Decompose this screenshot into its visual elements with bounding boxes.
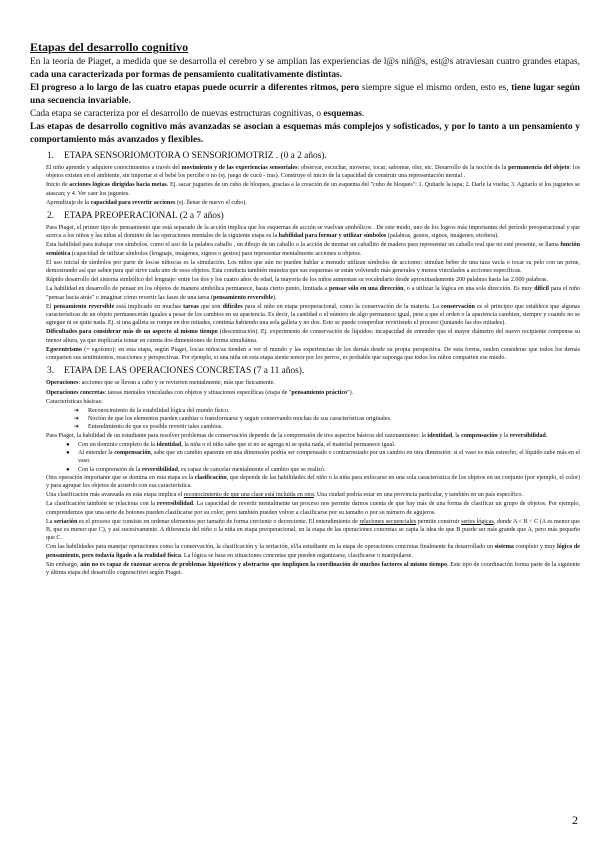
paragraph: Características básicas:	[46, 398, 103, 405]
text: .	[545, 432, 548, 439]
text: . Una ciudad podría estar en una provincia particular, y también en un país específico.	[313, 492, 523, 499]
section-title: ETAPA DE LAS OPERACIONES CONCRETAS (7 a 11 años).	[64, 366, 305, 377]
bold-text: seriación	[53, 518, 78, 525]
list-item	[78, 466, 580, 474]
text: . La lógica se basa en situaciones concretas que pueden organizarse, clasificarse o manipularse.	[180, 552, 413, 559]
bold-text: identidad	[156, 441, 182, 448]
text: (descentración). Ej. experimento de conservación de líquidos: incapacidad de entender que el mayor diámetro del nuevo recipiente compensa su menor altura, ya que implicaría tomar en cuenta dos dimensiones de forma simultánea.	[46, 329, 580, 344]
intro-paragraph-1	[30, 56, 580, 82]
text: permite construir	[416, 518, 462, 525]
paragraph	[46, 303, 580, 328]
bold-text: identidad	[427, 432, 453, 439]
intro-text: .	[361, 109, 365, 119]
section-heading-2	[30, 210, 580, 222]
section-title: ETAPA PREOPERACIONAL (2 a 7 años)	[64, 211, 224, 222]
bold-text: Egocentrismo	[46, 346, 82, 353]
text: Al entender la	[78, 449, 115, 456]
text: El niño aprende y adquiere conocimientos a través del	[46, 165, 182, 171]
text: La clasificación también se relaciona con la	[46, 501, 157, 508]
text: para el niño en etapa preoperacional, como la conservación de la materia. La	[242, 303, 442, 310]
paragraph	[46, 328, 580, 345]
list-item: ➔ Noción de que los elementos pueden cambiar o transformarse y seguir conservando muchas de sus características originales.	[88, 415, 580, 423]
section-body-1	[30, 164, 580, 207]
page-number: 2	[572, 813, 578, 827]
intro-bold: Las etapas de desarrollo cognitivo más avanzadas se asocian a esquemas más complejos y sofisticados, y por lo tanto a un pensamiento y comportamiento más avanzados y flexibles.	[30, 122, 580, 145]
bold-text: movimiento y de las experiencias sensoriales	[181, 165, 298, 171]
bold-text: Dificultades para considerar más de un aspecto al mismo tiempo	[46, 329, 218, 336]
intro-bold: cada una caracterizada por formas de pensamiento cualitativamente distintas.	[30, 70, 343, 80]
intro-bold: tiene lugar según una secuencia invariable.	[30, 83, 581, 106]
paragraph	[46, 432, 580, 440]
paragraph	[46, 241, 580, 258]
text: Con la comprensión de la	[78, 466, 142, 473]
text: Con un dominio completo de la	[78, 441, 157, 448]
text: : los objetos existen en el ambiente, sin importar si el bebé los percibe o no (ej. juego de cucú - tras). Construye el inicio de la capacidad de construir una representación mental .	[46, 165, 581, 180]
paragraph	[46, 346, 580, 363]
text: completo y muy	[513, 544, 558, 551]
paragraph	[46, 285, 580, 302]
arrow-list	[46, 407, 580, 432]
text: , o a utilizar la lógica en una sola dirección. Es muy	[403, 286, 535, 293]
bold-text: habilidad para formar y utilizar símbolos	[278, 233, 387, 240]
bold-text: aún no es capaz de razonar acerca de problemas hipotéticos y abstractos que impliquen la coordinación de muchos factores al mismo tiempo	[80, 561, 448, 568]
text: que son	[198, 303, 223, 310]
bold-text: sistema	[494, 544, 514, 551]
paragraph	[46, 543, 580, 560]
section-number: 3.	[46, 366, 54, 377]
text: : acciones que se llevan a cabo y se revierten mentalmente, más que físicamente.	[78, 380, 275, 387]
text: , la	[452, 432, 462, 439]
intro-text: En la teoría de Piaget, a medida que se desarrolla el cerebro y se amplían las experiencias de l@s niñ@s, est@s atraviesan cuatro grandes etapas,	[30, 57, 580, 67]
text: La habilidad en desarrollo de pensar en los objetos de manera simbólica permanece, hasta cierto punto, limitada a	[46, 286, 329, 293]
bold-text: lógico de pensamiento, pero todavía ligado a la realidad física	[46, 544, 580, 559]
list-item: ➔ Entendimiento de que es posible revertir tales cambios.	[88, 423, 580, 431]
intro-paragraph-2	[30, 82, 580, 108]
paragraph	[46, 561, 580, 578]
bold-text: clasificación	[194, 474, 227, 481]
paragraph	[46, 379, 580, 387]
section-number: 2.	[46, 211, 54, 222]
bold-text: conservación	[441, 303, 475, 310]
page-title: Etapas del desarrollo cognitivo	[30, 40, 189, 54]
paragraph	[46, 181, 580, 198]
text: Para Piaget, el primer tipo de pensamiento que está separado de la acción implica que los esquemas de acción se vuelvan simbólicos . De este modo, uno de los logros más importantes del período preoperacional y que acerca a los niños y las niñas al dominio de las operaciones mentales de la siguiente etapa es la	[46, 225, 580, 240]
bold-text: permanencia del objeto	[508, 165, 570, 171]
paragraph	[46, 500, 580, 517]
text: Otra operación importante que se domina en esta etapa es la	[46, 474, 195, 481]
text: (ej. llenar de nuevo el cubo).	[175, 199, 247, 206]
bold-text: pensamiento reversible	[53, 303, 115, 310]
document-page	[30, 40, 580, 578]
text: Para Piaget, la habilidad de un estudiante para resolver problemas de conservación depende de la comprensión de tres aspectos básicos del razonamiento: la	[46, 432, 428, 439]
paragraph: El uso inicial de símbolos por parte de los/as niños/as es la simulación. Los niños que aún no pueden hablar a menudo utilizan símbolos de acciones: simulan beber de una taza vacía o tocar su pelo con un peine, demostrando así que saben para qué sirve cada uno de esos objetos. Esta conducta también muestra que sus esquemas se están volviendo más generales y menos vinculados a acciones específicas.	[46, 259, 580, 275]
underlined-text: reconocimiento de que una clase está incluida en otra	[183, 492, 314, 499]
intro-bold: esquemas	[323, 109, 362, 119]
bold-text: reversibilidad	[141, 466, 178, 473]
section-body-2	[30, 224, 580, 362]
text: Aprendizaje de la	[46, 199, 91, 206]
section-number: 1.	[46, 151, 54, 161]
paragraph	[46, 199, 580, 207]
paragraph: Rápido desarrollo del sistema simbólico del lenguaje: entre los dos y los cuatro años de edad, la mayoría de los niños aumentan su vocabulario desde aproximadamente 200 palabras hasta las 2.000 palabras.	[46, 277, 548, 284]
paragraph	[46, 518, 580, 543]
bold-text: Operaciones	[46, 380, 79, 387]
list-item: ➔ Reconocimiento de la estabilidad lógica del mundo físico.	[88, 407, 580, 415]
bullet-list	[46, 441, 580, 474]
text: Esta habilidad para trabajar con símbolos, como el uso de la palabra caballo , un dibujo de un caballo o la acción de montar un caballito de madera para representar un caballo real que no esté presente, se llama	[46, 242, 561, 249]
text: , que depende de las habilidades del niño o la niña para enfocarse en una sola característica de los objetos en un conjunto (por ejemplo, el color) y para agrupar los objetos de acuerdo con esa característica.	[46, 474, 580, 490]
list-item	[78, 449, 580, 466]
section-body-3	[30, 379, 580, 577]
list-item	[78, 441, 580, 449]
bold-text: tareas	[183, 303, 199, 310]
bold-text: compensación	[114, 449, 151, 456]
bold-text: reversibilidad	[509, 432, 546, 439]
text: es el proceso que consiste en ordenar elementos por tamaño de forma creciente o decreciente. El entendimiento de	[77, 518, 360, 525]
text: : tareas mentales vinculadas con objetos y situaciones específicas (etapa de "	[104, 389, 292, 396]
text: Con las habilidades para manejar operaciones como la conservación, la clasificación y la seriación, el/la estudiante en la etapa de operaciones concretas finalmente ha desarrollado un	[46, 544, 495, 551]
text: para el niño "pensar hacia atrás" o imaginar cómo revertir las fases de una tarea (	[46, 286, 580, 301]
text: ).	[273, 294, 277, 301]
paragraph	[46, 224, 580, 241]
text: , es capaz de cancelar mentalmente el cambio que se realizó.	[177, 466, 326, 473]
bold-text: función semiótica	[46, 242, 580, 257]
text: , sabe que un cambio aparente en una dimensión podría ser compensado o contrarrestado por un cambio en otra dimensión: si el vaso es más estrecho, el líquido sube más en el vaso.	[78, 449, 580, 465]
section-heading-3	[30, 365, 580, 377]
text: El	[46, 303, 54, 310]
bold-text: difícil	[534, 286, 549, 293]
bold-text: compensación	[461, 432, 498, 439]
section-title: ETAPA SENSORIOMOTORA O SENSORIOMOTRIZ . (0 a 2 años).	[64, 151, 327, 161]
text: . Este tipo de coordinación forma parte de la siguiente y última etapa del desarrollo cognoscitivo según Piaget.	[46, 561, 580, 577]
text: : observar, escuchar, moverse, tocar, saborear, oler, etc. Desarrollo de la noción de la	[297, 165, 509, 171]
text: (capacidad de utilizar símbolos (lenguaje, imágenes, signos o gestos) para representar mentalmente acciones u objetos.	[70, 250, 362, 257]
section-heading-1	[30, 150, 580, 162]
text: . La capacidad de revertir mentalmente un proceso nos permite darnos cuenta de que hay más de una forma de clasificar un grupo de objetos. Por ejemplo, comprendemos que una serie de botones pueden clasificarse por su color, pero también pueden volver a clasificarse por su tamaño o por su número de agujeros.	[46, 501, 580, 516]
bold-text: reversibilidad	[156, 501, 194, 508]
intro-text: siempre sigue el mismo orden, esto es,	[359, 83, 512, 93]
intro-bold: El progreso a lo largo de las cuatro etapas puede ocurrir a diferentes ritmos, pero	[30, 83, 360, 93]
paragraph	[46, 491, 580, 499]
text: Sin embargo,	[46, 561, 81, 568]
text: (= egoísmo): en esta etapa, según Piaget, los/as niños/as tienden a ver el mundo y las experiencias de los demás desde su propia perspectiva. De esta forma, suelen considerar que todos los demás comparten sus sentimientos, reacciones y perspectivas. Por ejemplo, si una niña en esta etapa siente temor por los perros, es probable que suponga que todos los niños comparten ese miedo.	[46, 346, 580, 362]
text: , donde A < B < C (A es menor que B, que es menor que C), y así sucesivamente. A diferencia del niño o la niña en etapa preoperacional, en la etapa de las operaciones concretas se capta la idea de que B puede ser más grande que A, pero más pequeño que C.	[46, 518, 580, 542]
intro-paragraph-4	[30, 121, 580, 147]
intro-text: Cada etapa se caracteriza por el desarrollo de nuevas estructuras cognitivas, o	[30, 109, 324, 119]
text: Una clasificación más avanzada en esta etapa implica el	[46, 492, 184, 499]
paragraph	[46, 474, 580, 491]
paragraph	[46, 389, 580, 397]
text: (palabras, gestos, signos, imágenes, etcétera).	[386, 233, 499, 240]
bold-text: difíciles	[222, 303, 243, 310]
text: La	[46, 518, 54, 525]
underlined-text: series lógicas	[461, 518, 494, 525]
text: es el principio que establece que algunas características de un objeto permanecerán iguales a pesar de los cambios en su apariencia. Es decir, la cantidad o el número de algo permanece igual, pese a que el orden o la apariencia cambien, siempre y cuando no se agregue ni se quite nada. Ej. si una galleta se rompe en dos mitades, continúa habiendo una sola galleta y no dos. Esto se puede comprobar revirtiendo el proceso (juntando las dos mitades).	[46, 303, 580, 327]
text: , la niña o el niño sabe que si no se agrega ni se quita nada, el material permanece igual.	[181, 441, 396, 448]
text: . Ej. sacar juguetes de un cubo de bloques, gracias a la creación de un esquema del "cubo de bloques": 1. Quitarle la tapa; 2. Darle la vuelta; 3. Agitarlo si los juguetes se atascan; y 4. Ver caer los juguetes.	[46, 182, 581, 197]
bold-text: pensamiento reversible	[213, 294, 274, 301]
intro-paragraph-3	[30, 108, 580, 121]
text: y la	[497, 432, 510, 439]
paragraph	[46, 164, 580, 181]
text: está implicado en muchas	[114, 303, 184, 310]
bold-text: acciones lógicas dirigidas hacia metas	[69, 182, 167, 189]
text: Inicio de	[46, 182, 70, 189]
bold-text: pensamiento práctico	[291, 389, 348, 396]
bold-text: Operaciones concretas	[46, 389, 105, 396]
bold-text: capacidad para revertir acciones	[90, 199, 176, 206]
underlined-text: relaciones secuenciales	[359, 518, 417, 525]
bold-text: pensar sólo en una dirección	[328, 286, 404, 293]
text: ").	[347, 389, 354, 396]
